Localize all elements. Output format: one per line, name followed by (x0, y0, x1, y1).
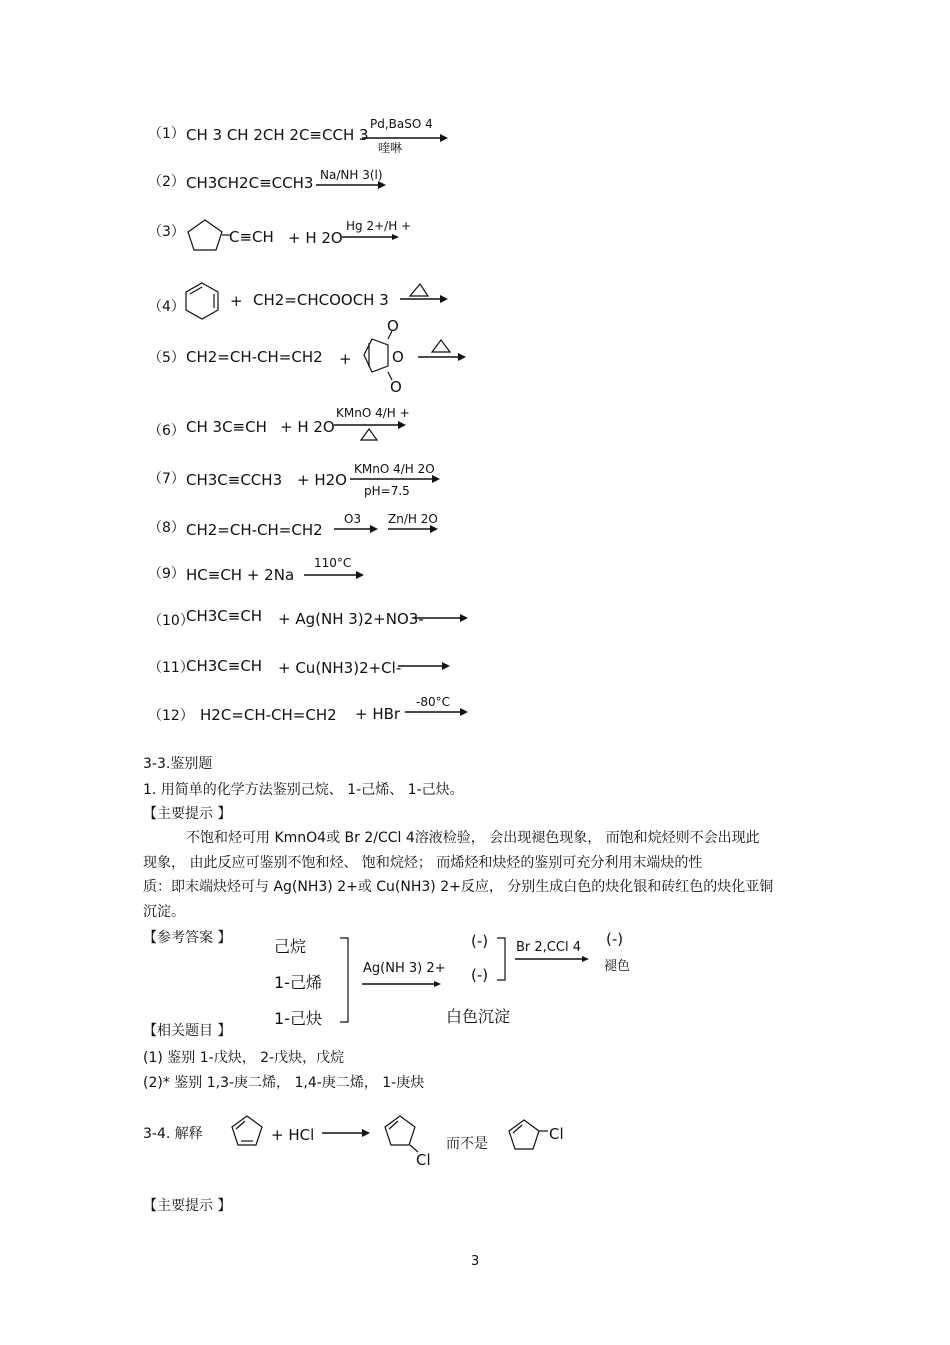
cyclohexadiene-ring (186, 283, 218, 319)
reaction-1-reagent: Pd,BaSO 4 (370, 117, 433, 131)
reaction-7-reagent: KMnO 4/H 2O (354, 462, 435, 476)
related-2: (2)* 鉴别 1,3-庚二烯， 1,4-庚二烯， 1-庚炔 (143, 1075, 425, 1091)
related-label: 【相关题目 】 (143, 1023, 232, 1039)
reaction-4-dienophile: CH2=CHCOOCH 3 (253, 291, 389, 309)
anhydride-o-bottom: O (390, 378, 402, 396)
reaction-3-reagent: Hg 2+/H + (346, 219, 412, 233)
reaction-6-reactant: CH 3C≡CH (186, 418, 267, 436)
reaction-3-number: （3） (148, 224, 185, 240)
reaction-1-catalyst: 喹啉 (378, 141, 403, 155)
reaction-6-reagent: KMnO 4/H + (336, 406, 410, 420)
anhydride-o-ring: O (392, 348, 404, 366)
reaction-11-reactant: CH3C≡CH (186, 657, 263, 675)
reaction-9-condition: 110°C (314, 556, 352, 570)
reaction-11-number: （11） (148, 660, 194, 676)
reaction-8-reactant: CH2=CH-CH=CH2 (186, 521, 323, 539)
cyclopentane-ring (188, 220, 222, 250)
reaction-12-number: （12） (148, 708, 194, 724)
reaction-4-number: （4） (148, 299, 185, 315)
reaction-2-reagent: Na/NH 3(l) (320, 168, 383, 182)
reaction-9-number: （9） (148, 566, 185, 582)
result-br-hexene: 褪色 (604, 959, 631, 974)
compound-hexyne: 1-己炔 (274, 1009, 322, 1028)
product-cl: Cl (416, 1151, 431, 1169)
chlorocyclopentene-ring (385, 1116, 415, 1145)
reaction-1-number: （1） (148, 126, 185, 142)
reagent-ag: Ag(NH 3) 2+ (363, 961, 446, 976)
anhydride-o-top: O (387, 317, 399, 335)
hint-line-1: 不饱和烃可用 KmnO4或 Br 2/CCl 4溶液检验， 会出现褪色现象， 而饱和烷烃则不会出现此 (186, 830, 760, 846)
result-ag-hexene: (-) (471, 966, 489, 984)
hint-label: 【主要提示 】 (143, 806, 232, 822)
reaction-6-water: + H 2O (280, 418, 335, 436)
reaction-4-plus: + (230, 292, 243, 310)
hint-line-4: 沉淀。 (143, 904, 185, 920)
reaction-8-reagent-2: Zn/H 2O (388, 512, 438, 526)
reaction-5-reactant: CH2=CH-CH=CH2 (186, 348, 323, 366)
reaction-7-reactant: CH3C≡CCH3 (186, 471, 283, 489)
reaction-2-reactant: CH3CH2C≡CCH3 (186, 174, 314, 192)
reaction-10-reactant: CH3C≡CH (186, 607, 263, 625)
section-3-4-hint-label: 【主要提示 】 (143, 1198, 232, 1214)
maleic-anhydride-ring (364, 339, 388, 372)
reaction-7-water: + H2O (297, 471, 347, 489)
reaction-11-reagent: + Cu(NH3)2+Cl- (278, 659, 402, 677)
page-number: 3 (471, 1254, 480, 1269)
reaction-8-reagent-1: O3 (344, 512, 362, 526)
reaction-10-reagent: + Ag(NH 3)2+NO3- (278, 610, 424, 628)
reaction-12-reactant: H2C=CH-CH=CH2 (200, 706, 337, 724)
related-1: (1) 鉴别 1-戊炔， 2-戊炔，戊烷 (143, 1050, 345, 1066)
compound-hexane: 己烷 (274, 937, 307, 956)
result-ag-hexyne: 白色沉淀 (446, 1007, 511, 1026)
reagent-br: Br 2,CCl 4 (516, 940, 581, 955)
result-ag-hexane: (-) (471, 932, 489, 950)
section-3-3-heading: 3-3.鉴别题 (143, 756, 213, 772)
reaction-12-condition: -80°C (416, 695, 450, 709)
compound-hexene: 1-己烯 (274, 973, 322, 992)
reaction-6-number: （6） (148, 423, 185, 439)
hint-line-2: 现象， 由此反应可鉴别不饱和烃、 饱和烷烃； 而烯烃和炔烃的鉴别可充分利用末端炔的性 (143, 855, 703, 871)
reaction-9-reactant: HC≡CH + 2Na (186, 566, 295, 584)
reaction-5-plus: + (339, 350, 352, 368)
reaction-7-condition: pH=7.5 (364, 484, 410, 498)
reaction-7-number: （7） (148, 471, 185, 487)
hcl-reagent: + HCl (271, 1126, 315, 1144)
answer-label: 【参考答案 】 (143, 930, 232, 946)
reaction-5-number: （5） (148, 350, 185, 366)
section-3-4-heading: 3-4. 解释 (143, 1126, 203, 1142)
result-br-hexane: (-) (606, 930, 624, 948)
not-label: 而不是 (446, 1136, 488, 1152)
reaction-12-hbr: + HBr (355, 705, 401, 723)
chlorocyclopentene-ring-2 (509, 1120, 539, 1149)
reaction-8-number: （8） (148, 520, 185, 536)
reaction-10-number: （10） (148, 613, 194, 629)
reaction-1-reactant: CH 3 CH 2CH 2C≡CCH 3 (186, 126, 369, 144)
reaction-3-water: + H 2O (288, 229, 343, 247)
reaction-3-reactant: C≡CH (229, 228, 274, 246)
wrong-product-cl: Cl (549, 1125, 564, 1143)
section-3-3-question: 1. 用简单的化学方法鉴别己烷、 1-己烯、 1-己炔。 (143, 782, 464, 798)
reaction-2-number: （2） (148, 174, 185, 190)
hint-line-3: 质：即末端炔烃可与 Ag(NH3) 2+或 Cu(NH3) 2+反应， 分别生成白色的炔化银和砖红色的炔化亚铜 (143, 879, 774, 895)
